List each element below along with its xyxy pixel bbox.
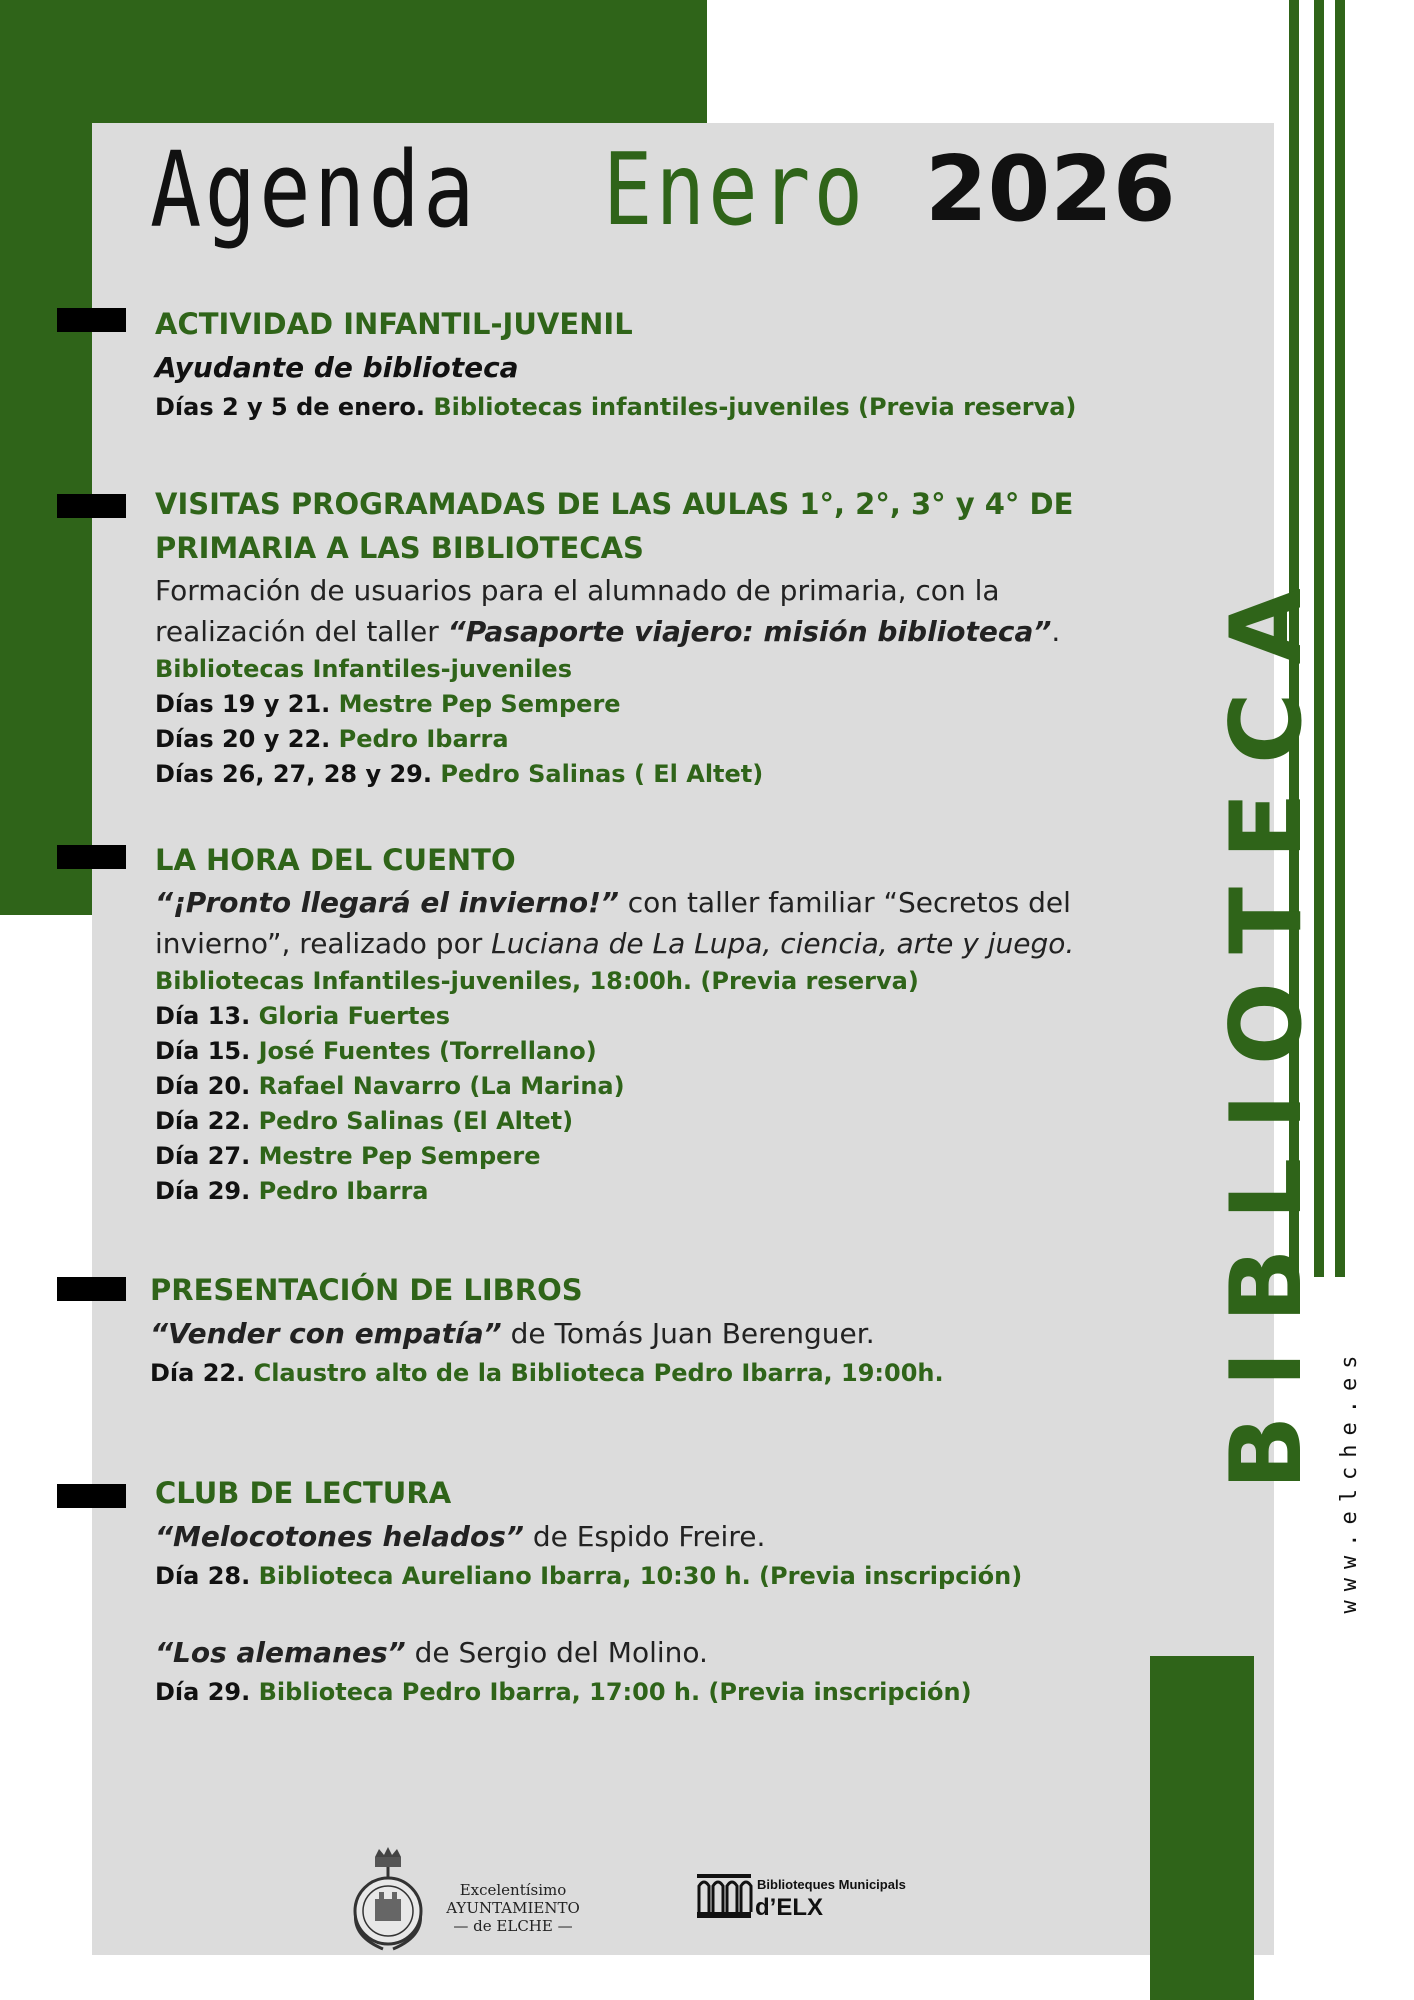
section-heading: CLUB DE LECTURA — [155, 1476, 452, 1510]
section-heading: LA HORA DEL CUENTO — [155, 843, 516, 877]
title-agenda: Agenda — [150, 129, 478, 251]
green-bottom-bar — [1150, 1656, 1254, 2000]
section-heading: VISITAS PROGRAMADAS DE LAS AULAS 1°, 2°, 3° y 4° DE — [155, 487, 1074, 521]
section-body: invierno”, realizado por Luciana de La Lupa, ciencia, arte y juego. — [155, 927, 1075, 960]
section-heading-cont: PRIMARIA A LAS BIBLIOTECAS — [155, 531, 644, 565]
venue-line: Bibliotecas Infantiles-juveniles — [155, 655, 572, 683]
book-line: “Vender con empatía” de Tomás Juan Berenguer. — [150, 1317, 875, 1350]
date-line: Día 15. José Fuentes (Torrellano) — [155, 1037, 597, 1065]
section-bullet — [57, 1484, 126, 1508]
date-line: Día 27. Mestre Pep Sempere — [155, 1142, 541, 1170]
section-bullet — [57, 1277, 126, 1301]
library-building-icon — [695, 1872, 753, 1920]
section-body: “¡Pronto llegará el invierno!” con taller familiar “Secretos del — [155, 886, 1071, 919]
section-bullet — [57, 845, 126, 869]
date-line: Día 29. Biblioteca Pedro Ibarra, 17:00 h. (Previa inscripción) — [155, 1678, 972, 1706]
section-heading: ACTIVIDAD INFANTIL-JUVENIL — [155, 307, 633, 341]
date-line: Día 28. Biblioteca Aureliano Ibarra, 10:30 h. (Previa inscripción) — [155, 1562, 1023, 1590]
section-bullet — [57, 494, 126, 518]
section-infantil-juvenil — [155, 302, 1115, 425]
date-line: Días 26, 27, 28 y 29. Pedro Salinas ( El Altet) — [155, 760, 764, 788]
date-line: Día 20. Rafael Navarro (La Marina) — [155, 1072, 625, 1100]
date-line: Día 22. Pedro Salinas (El Altet) — [155, 1107, 574, 1135]
section-body: Formación de usuarios para el alumnado de primaria, con la — [155, 574, 1000, 607]
vertical-biblioteca-label: BIBLIOTECA — [1210, 560, 1324, 1490]
section-presentacion-libros — [150, 1268, 1110, 1391]
date-line: Día 29. Pedro Ibarra — [155, 1177, 429, 1205]
title-year: 2026 — [925, 137, 1176, 242]
date-line: Día 22. Claustro alto de la Biblioteca Pedro Ibarra, 19:00h. — [150, 1359, 944, 1387]
date-line: Días 2 y 5 de enero. Bibliotecas infantiles-juveniles (Previa reserva) — [155, 393, 1077, 421]
book-line: “Los alemanes” de Sergio del Molino. — [155, 1636, 708, 1669]
website-link[interactable]: www.elche.es — [1337, 1346, 1362, 1614]
date-line: Día 13. Gloria Fuertes — [155, 1002, 451, 1030]
date-line: Días 19 y 21. Mestre Pep Sempere — [155, 690, 621, 718]
coat-of-arms-icon — [343, 1845, 433, 1955]
section-heading: PRESENTACIÓN DE LIBROS — [150, 1273, 583, 1307]
section-body: realización del taller “Pasaporte viajero: misión biblioteca”. — [155, 615, 1061, 648]
section-bullet — [57, 308, 126, 332]
book-line: “Melocotones helados” de Espido Freire. — [155, 1520, 766, 1553]
bibliotecas-logo: Biblioteques Municipals d’ELX — [695, 1872, 935, 1932]
venue-line: Bibliotecas Infantiles-juveniles, 18:00h. (Previa reserva) — [155, 967, 919, 995]
section-subtitle: Ayudante de biblioteca — [155, 351, 519, 384]
section-hora-del-cuento — [155, 838, 1115, 1209]
section-visitas — [155, 482, 1115, 792]
ayuntamiento-logo: Excelentísimo AYUNTAMIENTO — de ELCHE — — [343, 1845, 583, 1955]
date-line: Días 20 y 22. Pedro Ibarra — [155, 725, 509, 753]
section-club-lectura — [155, 1471, 1115, 1710]
title-month: Enero — [603, 131, 867, 248]
